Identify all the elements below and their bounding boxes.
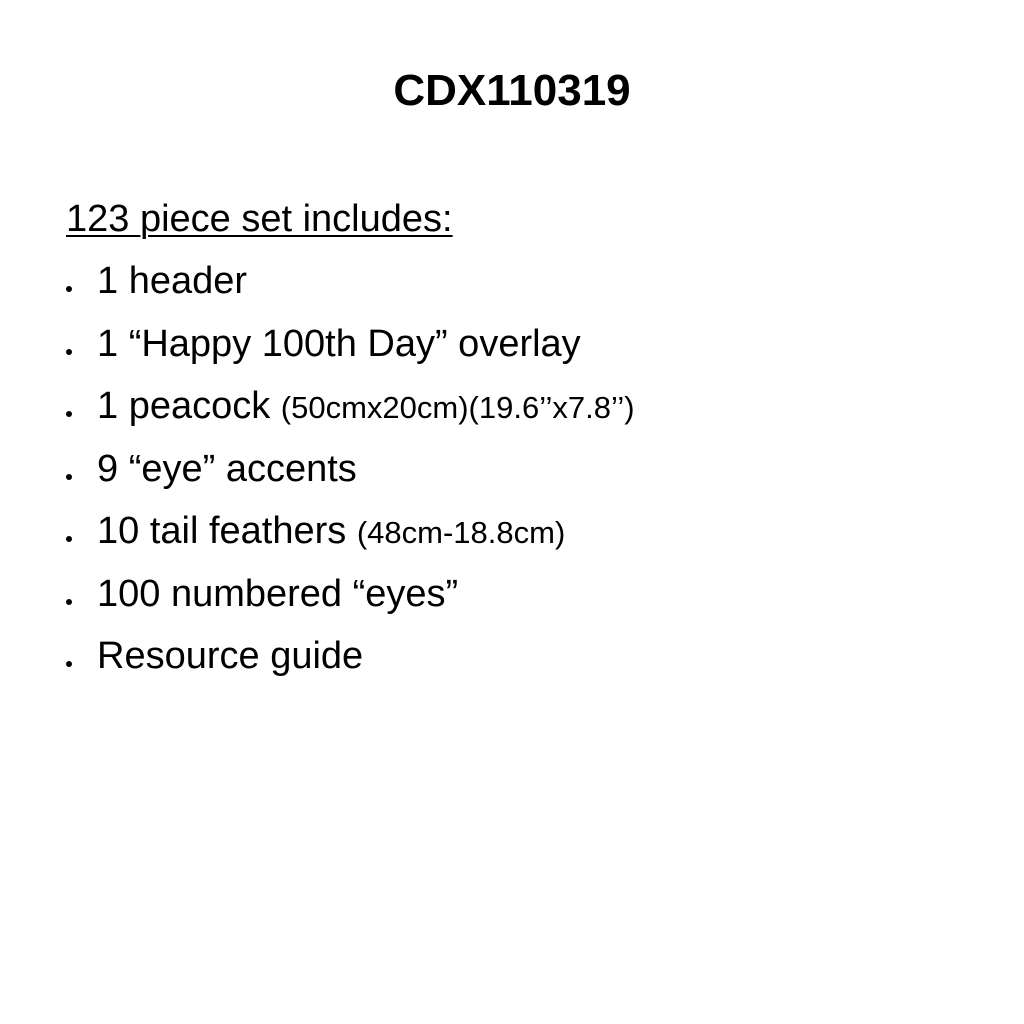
list-item-label: 100 numbered “eyes” [97, 572, 459, 615]
bullet-icon [66, 474, 72, 480]
bullet-icon [66, 599, 72, 605]
list-item-label: 9 “eye” accents [97, 447, 357, 490]
bullet-icon [66, 286, 72, 292]
bullet-icon [66, 411, 72, 417]
bullet-icon [66, 349, 72, 355]
list-heading: 123 piece set includes: [66, 198, 453, 240]
list-item-label: 10 tail feathers (48cm-18.8cm) [97, 510, 566, 552]
list-item-note: (50cmx20cm)(19.6’’x7.8’’) [280, 390, 635, 425]
list-item-label: 1 peacock (50cmx20cm)(19.6’’x7.8’’) [97, 385, 635, 427]
bullet-icon [66, 661, 72, 667]
bullet-icon [66, 536, 72, 542]
list-item-label: Resource guide [97, 635, 364, 677]
list-item-note: (48cm-18.8cm) [356, 515, 566, 550]
list-item-label: 1 header [97, 260, 248, 302]
page-title: CDX110319 [393, 66, 631, 115]
list-item-label: 1 “Happy 100th Day” overlay [97, 322, 581, 365]
